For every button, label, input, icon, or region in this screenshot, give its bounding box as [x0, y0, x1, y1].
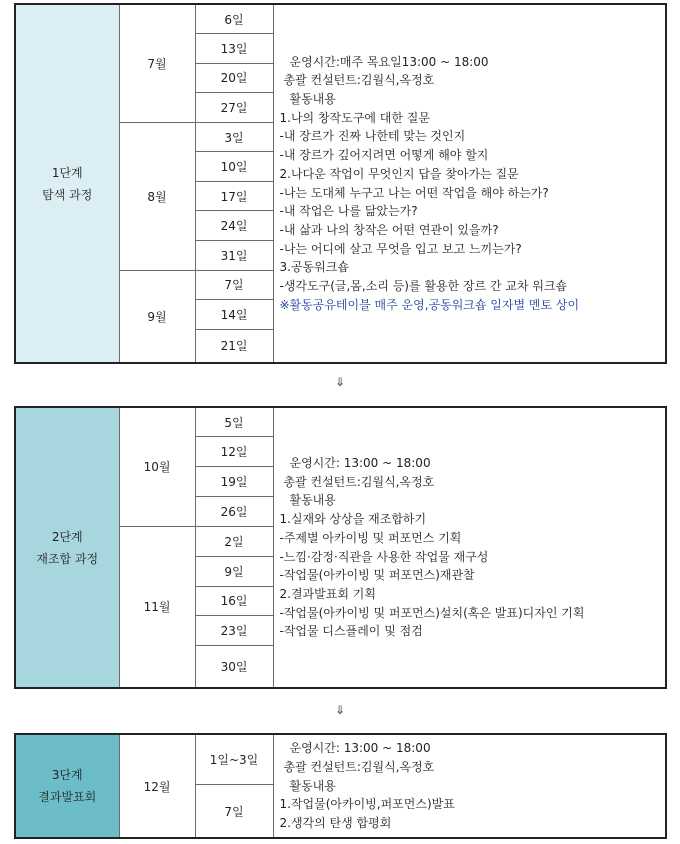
desc-line: 1.작업물(아카이빙,퍼포먼스)발표 — [279, 797, 455, 812]
desc-line: 2.생각의 탄생 합평회 — [279, 816, 392, 831]
day-cell: 14일 — [195, 300, 273, 330]
stage3-phase-cell — [15, 734, 119, 838]
day-cell: 21일 — [195, 329, 273, 363]
desc-line: -주제별 아카이빙 및 퍼포먼스 기획 — [279, 530, 462, 545]
stage2-description — [273, 407, 666, 688]
day-cell: 13일 — [195, 34, 273, 64]
day-cell: 23일 — [195, 616, 273, 646]
desc-line: -느낌·감정·직관을 사용한 작업물 재구성 — [279, 549, 489, 564]
stage2-phase-cell — [15, 407, 119, 688]
day-cell: 27일 — [195, 93, 273, 123]
day-cell: 17일 — [195, 181, 273, 211]
down-arrow-icon: ⇓ — [334, 703, 346, 717]
desc-line: -내 장르가 진짜 나한테 맞는 것인지 — [279, 129, 466, 144]
stage2-month-nov: 11월 — [119, 526, 195, 688]
stage1-phase-label: 1단계 — [51, 165, 83, 180]
desc-line: -생각도구(글,몸,소리 등)를 활용한 장르 간 교차 워크숍 — [279, 279, 568, 294]
stage3-table — [14, 733, 667, 839]
desc-line: -내 삶과 나의 창작은 어떤 연관이 있을까? — [279, 222, 499, 237]
stage1-table — [14, 3, 667, 364]
desc-line: -작업물 디스플레이 및 점검 — [279, 624, 423, 639]
desc-line: -작업물(아카이빙 및 퍼포먼스)설치(혹은 발표)디자인 기획 — [279, 605, 585, 620]
desc-line: -나는 도대체 누구고 나는 어떤 작업을 해야 하는가? — [279, 185, 549, 200]
stage1-month-jul: 7월 — [119, 4, 195, 122]
desc-line: 활동내용 — [289, 493, 336, 508]
stage2-phase-label: 2단계 — [51, 529, 83, 544]
day-cell: 20일 — [195, 63, 273, 93]
day-cell: 31일 — [195, 241, 273, 271]
stage2-month-oct: 10월 — [119, 407, 195, 526]
day-cell: 6일 — [195, 4, 273, 34]
stage1-month-sep: 9월 — [119, 270, 195, 363]
down-arrow-icon: ⇓ — [334, 375, 346, 389]
stage2-table — [14, 406, 667, 689]
stage3-phase-sub: 결과발표회 — [38, 790, 97, 804]
stage3-description — [273, 734, 666, 838]
day-cell: 1일~3일 — [195, 734, 273, 785]
stage3-phase-label: 3단계 — [51, 768, 83, 782]
stage2-phase-sub: 재조합 과정 — [36, 551, 99, 566]
desc-line: 운영시간: 13:00 ~ 18:00 — [289, 741, 431, 756]
desc-line: 2.결과발표회 기획 — [279, 586, 376, 601]
desc-line: 활동내용 — [289, 91, 336, 106]
day-cell: 5일 — [195, 407, 273, 437]
desc-line: 2.나다운 작업이 무엇인지 답을 찾아가는 질문 — [279, 166, 519, 181]
day-cell: 16일 — [195, 586, 273, 616]
desc-line: -내 장르가 깊어지려면 어떻게 해야 할지 — [279, 148, 489, 163]
day-cell: 12일 — [195, 437, 273, 467]
day-cell: 7일 — [195, 270, 273, 300]
stage1-phase-cell — [15, 4, 119, 363]
desc-line: 운영시간:매주 목요일13:00 ~ 18:00 — [289, 54, 489, 69]
day-cell: 30일 — [195, 646, 273, 688]
stage1-month-aug: 8월 — [119, 122, 195, 270]
desc-line: -작업물(아카이빙 및 퍼포먼스)재관찰 — [279, 568, 475, 583]
desc-line: 총괄 컨설턴트:김월식,옥정호 — [283, 73, 435, 88]
desc-line: 총괄 컨설턴트:김월식,옥정호 — [283, 474, 435, 489]
day-cell: 10일 — [195, 152, 273, 182]
day-cell: 3일 — [195, 122, 273, 152]
desc-line: 1.나의 창작도구에 대한 질문 — [279, 110, 430, 125]
stage1-phase-sub: 탐색 과정 — [42, 187, 93, 202]
day-cell: 26일 — [195, 497, 273, 527]
desc-line: 활동내용 — [289, 778, 336, 793]
day-cell: 19일 — [195, 467, 273, 497]
stage1-description — [273, 4, 666, 363]
desc-line: -내 작업은 나를 닮았는가? — [279, 204, 418, 219]
desc-line: 3.공동워크숍 — [279, 260, 349, 275]
stage1-note: ※활동공유테이블 매주 운영,공동워크숍 일자별 멘토 상이 — [279, 297, 580, 312]
day-cell: 7일 — [195, 785, 273, 838]
desc-line: 총괄 컨설턴트:김월식,옥정호 — [283, 759, 435, 774]
day-cell: 9일 — [195, 556, 273, 586]
stage3-month-dec: 12월 — [119, 734, 195, 838]
day-cell: 2일 — [195, 526, 273, 556]
day-cell: 24일 — [195, 211, 273, 241]
desc-line: 운영시간: 13:00 ~ 18:00 — [289, 455, 431, 470]
desc-line: -나는 어디에 살고 무엇을 입고 보고 느끼는가? — [279, 241, 522, 256]
desc-line: 1.실재와 상상을 재조합하기 — [279, 512, 427, 527]
